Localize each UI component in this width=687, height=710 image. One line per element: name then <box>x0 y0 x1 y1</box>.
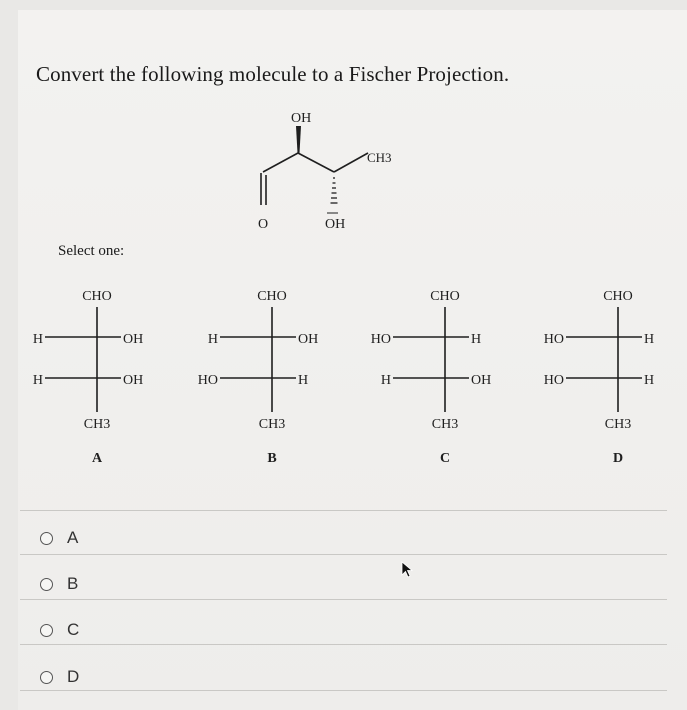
hash-bond <box>331 178 338 203</box>
fischer-letter-label: B <box>267 451 277 466</box>
fischer-top-group: CHO <box>82 289 112 304</box>
fischer-right-substituent: OH <box>123 332 144 347</box>
divider <box>20 644 667 645</box>
fischer-right-substituent: H <box>298 373 309 388</box>
fischer-left-substituent: HO <box>370 332 391 347</box>
fischer-right-substituent: OH <box>123 373 144 388</box>
option-label: D <box>67 667 80 686</box>
fischer-left-substituent: H <box>32 332 43 347</box>
wedge-bond <box>296 126 301 153</box>
fischer-left-substituent: H <box>380 373 391 388</box>
option-c[interactable] <box>40 617 79 643</box>
radio-button[interactable] <box>40 578 53 591</box>
radio-button[interactable] <box>40 532 53 545</box>
skeletal-bond <box>334 153 368 172</box>
option-a[interactable] <box>40 525 78 551</box>
fischer-left-substituent: HO <box>543 373 564 388</box>
fischer-letter-label: A <box>91 451 103 466</box>
fischer-bottom-group: CH3 <box>604 417 632 432</box>
radio-button[interactable] <box>40 624 53 637</box>
divider <box>20 690 667 691</box>
fischer-right-substituent: OH <box>298 332 319 347</box>
fischer-left-substituent: HO <box>543 332 564 347</box>
fischer-top-group: CHO <box>430 289 460 304</box>
fischer-right-substituent: H <box>644 373 655 388</box>
fischer-right-substituent: OH <box>471 373 492 388</box>
fischer-projections <box>33 289 654 466</box>
fischer-top-group: CHO <box>257 289 287 304</box>
fischer-top-group: CHO <box>603 289 633 304</box>
option-label: C <box>67 620 80 639</box>
fischer-bottom-group: CH3 <box>431 417 459 432</box>
option-b[interactable] <box>40 571 78 597</box>
fischer-right-substituent: H <box>471 332 482 347</box>
fischer-bottom-group: CH3 <box>258 417 286 432</box>
divider <box>20 599 667 600</box>
fischer-left-substituent: H <box>32 373 43 388</box>
divider <box>20 510 667 511</box>
divider <box>20 554 667 555</box>
fischer-right-substituent: H <box>644 332 655 347</box>
skeletal-ch3: CH3 <box>367 150 392 165</box>
mouse-cursor-icon <box>400 560 414 578</box>
fischer-letter-label: C <box>439 451 451 466</box>
fischer-left-substituent: HO <box>197 373 218 388</box>
skeletal-structure <box>261 153 368 205</box>
select-one-label: Select one: <box>58 243 125 259</box>
fischer-bottom-group: CH3 <box>83 417 111 432</box>
skeletal-bottom-oh: OH <box>325 217 346 232</box>
fischer-letter-label: D <box>612 451 624 466</box>
skeletal-bond <box>263 153 298 172</box>
option-label: A <box>67 528 79 547</box>
option-label: B <box>67 574 79 593</box>
skeletal-carbonyl-o: O <box>258 217 269 232</box>
option-d[interactable] <box>40 664 79 690</box>
radio-button[interactable] <box>40 671 53 684</box>
fischer-left-substituent: H <box>207 332 218 347</box>
skeletal-top-oh: OH <box>291 111 312 126</box>
question-prompt: Convert the following molecule to a Fischer Projection. <box>36 62 510 86</box>
skeletal-bond <box>298 153 334 172</box>
